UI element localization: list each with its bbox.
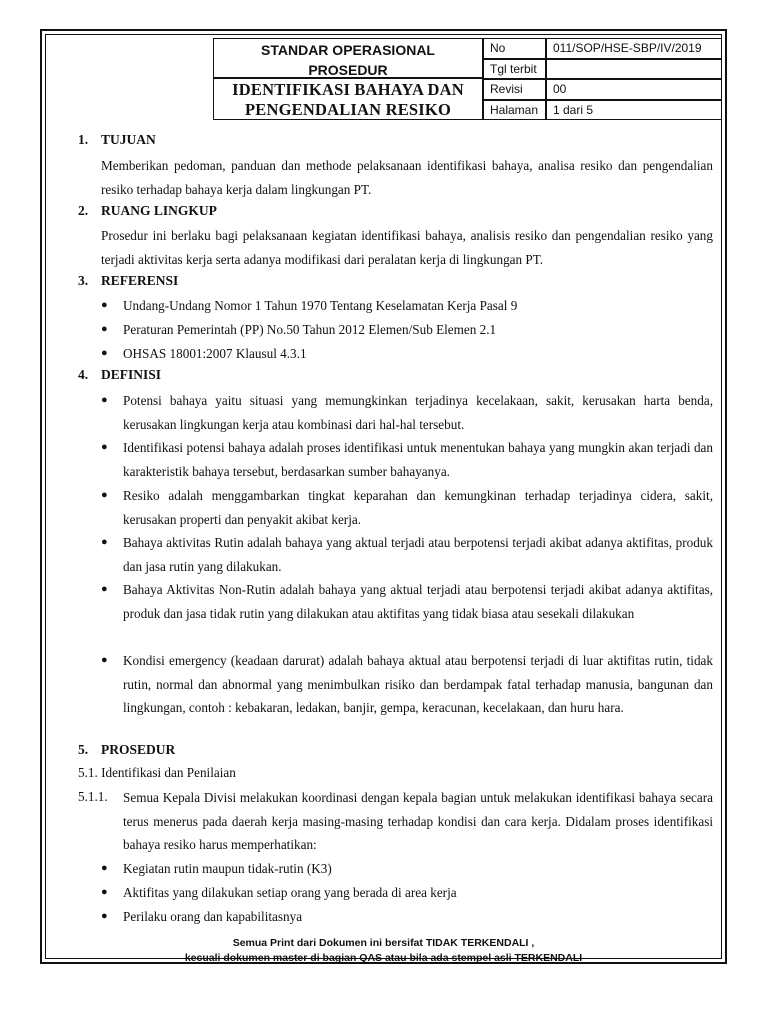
meta-row-number bbox=[483, 38, 722, 59]
section-text-ruang-lingkup: Prosedur ini berlaku bagi pelaksanaan kegiatan identifikasi bahaya, analisis resiko dan pengendalian resiko yang terjadi aktivitas kerja serta adanya modifikasi dari peralatan kerja di lingkungan PT. bbox=[101, 228, 713, 267]
section-title: RUANG LINGKUP bbox=[101, 203, 217, 218]
footer-line-2: kecuali dokumen master di bagian QAS atau bila ada stempel asli TERKENDALI bbox=[184, 952, 583, 964]
bullet-dot-icon: ● bbox=[101, 583, 108, 595]
bullet-dot-icon: ● bbox=[101, 323, 108, 335]
meta-row-revision bbox=[483, 79, 722, 100]
list-item-text: Aktifitas yang dilakukan setiap orang yang berada di area kerja bbox=[123, 885, 457, 900]
meta-label: Revisi bbox=[483, 79, 546, 100]
meta-label: Halaman bbox=[483, 100, 546, 121]
bullet-dot-icon: ● bbox=[101, 654, 108, 666]
bullet-dot-icon: ● bbox=[101, 886, 108, 898]
bullet-dot-icon: ● bbox=[101, 536, 108, 548]
list-item-text: Identifikasi potensi bahaya adalah proses identifikasi untuk menentukan bahaya yang mungkin akan terjadi dan karakteristik bahaya tersebut, berdasarkan sumber bahayanya. bbox=[123, 440, 713, 479]
meta-row-issue-date bbox=[483, 59, 722, 80]
list-item-text: Perilaku orang dan kapabilitasnya bbox=[123, 909, 303, 924]
section-title: PROSEDUR bbox=[101, 742, 176, 757]
section-number: 3. bbox=[78, 273, 89, 288]
meta-label: No bbox=[483, 38, 546, 59]
list-item-text: Peraturan Pemerintah (PP) No.50 Tahun 2012 Elemen/Sub Elemen 2.1 bbox=[123, 322, 497, 337]
section-title: REFERENSI bbox=[101, 273, 179, 288]
list-item bbox=[101, 389, 713, 436]
meta-row-page bbox=[483, 100, 722, 121]
subsection-text: Semua Kepala Divisi melakukan koordinasi dengan kepala bagian untuk melakukan identifikasi bahaya secara terus menerus pada daerah kerja masing-masing terhadap kondisi dan cara kerja. Didalam proses identifikasi bahaya resiko harus memperhatikan: bbox=[123, 790, 713, 852]
list-item-text: Bahaya aktivitas Rutin adalah bahaya yang aktual terjadi atau berpotensi terjadi akibat adanya aktifitas, produk dan jasa rutin yang dilakukan. bbox=[123, 535, 713, 574]
list-item bbox=[101, 484, 713, 531]
list-item bbox=[101, 881, 713, 905]
bullet-dot-icon: ● bbox=[101, 441, 108, 453]
list-item bbox=[101, 857, 713, 881]
meta-value bbox=[546, 59, 722, 80]
meta-value: 1 dari 5 bbox=[546, 100, 722, 121]
list-item bbox=[101, 531, 713, 578]
meta-value: 00 bbox=[546, 79, 722, 100]
subsection-number: 5.1.1. bbox=[78, 789, 108, 804]
section-number: 4. bbox=[78, 367, 89, 382]
meta-value: 011/SOP/HSE-SBP/IV/2019 bbox=[546, 38, 722, 59]
subsection-heading: 5.1. Identifikasi dan Penilaian bbox=[78, 765, 236, 780]
list-item-text: Kegiatan rutin maupun tidak-rutin (K3) bbox=[123, 861, 332, 876]
subtitle-line-2: PENGENDALIAN RESIKO bbox=[245, 100, 451, 119]
list-item bbox=[101, 905, 713, 929]
bullet-dot-icon: ● bbox=[101, 347, 108, 359]
section-number: 2. bbox=[78, 203, 89, 218]
list-item-text: Bahaya Aktivitas Non-Rutin adalah bahaya yang aktual terjadi atau berpotensi terjadi akibat adanya aktifitas, produk dan jasa tidak rutin yang dilakukan atau aktifitas yang tidak biasa atau sesekali dilakukan bbox=[123, 582, 713, 621]
list-item-text: Resiko adalah menggambarkan tingkat keparahan dan kemungkinan terhadap terjadinya cidera, sakit, kerusakan properti dan penyakit akibat kerja. bbox=[123, 488, 713, 527]
list-item-text: Potensi bahaya yaitu situasi yang memungkinkan terjadinya kecelakaan, sakit, kerusakan harta benda, kerusakan lingkungan kerja atau kombinasi dari hal-hal tersebut. bbox=[123, 393, 713, 432]
document-footer-notice bbox=[45, 936, 722, 966]
footer-line-1: Semua Print dari Dokumen ini bersifat TIDAK TERKENDALI , bbox=[232, 937, 535, 949]
section-number: 5. bbox=[78, 742, 89, 757]
bullet-dot-icon: ● bbox=[101, 394, 108, 406]
list-item-text: Undang-Undang Nomor 1 Tahun 1970 Tentang Keselamatan Kerja Pasal 9 bbox=[123, 298, 518, 313]
bullet-dot-icon: ● bbox=[101, 299, 108, 311]
logo-area bbox=[45, 38, 213, 120]
list-item bbox=[101, 342, 713, 366]
document-type-title bbox=[213, 38, 483, 78]
subtitle-line-1: IDENTIFIKASI BAHAYA DAN bbox=[232, 80, 464, 99]
section-title: TUJUAN bbox=[101, 132, 156, 147]
bullet-dot-icon: ● bbox=[101, 910, 108, 922]
list-item bbox=[101, 318, 713, 342]
bullet-dot-icon: ● bbox=[101, 489, 108, 501]
section-number: 1. bbox=[78, 132, 89, 147]
list-item-text: OHSAS 18001:2007 Klausul 4.3.1 bbox=[123, 346, 307, 361]
list-item-text: Kondisi emergency (keadaan darurat) adalah bahaya aktual atau berpotensi terjadi di luar aktifitas rutin, tidak rutin, normal dan abnormal yang menimbulkan risiko dan berdampak fatal terhadap manusia, bangunan dan lingkungan, contoh : kebakaran, ledakan, banjir, gempa, keracunan, kecelakaan, dan huru hara. bbox=[123, 653, 713, 715]
list-item bbox=[101, 578, 713, 625]
list-item bbox=[101, 436, 713, 483]
meta-label: Tgl terbit bbox=[483, 59, 546, 80]
list-item bbox=[101, 649, 713, 720]
title-line-2: PROSEDUR bbox=[308, 62, 388, 78]
document-subject-title bbox=[213, 78, 483, 120]
section-text-tujuan: Memberikan pedoman, panduan dan methode pelaksanaan identifikasi bahaya, analisa resiko dan pengendalian resiko terhadap bahaya kerja dalam lingkungan PT. bbox=[101, 158, 713, 197]
title-line-1: STANDAR OPERASIONAL bbox=[261, 42, 435, 58]
section-title: DEFINISI bbox=[101, 367, 162, 382]
bullet-dot-icon: ● bbox=[101, 862, 108, 874]
list-item bbox=[101, 294, 713, 318]
document-header bbox=[45, 38, 722, 120]
